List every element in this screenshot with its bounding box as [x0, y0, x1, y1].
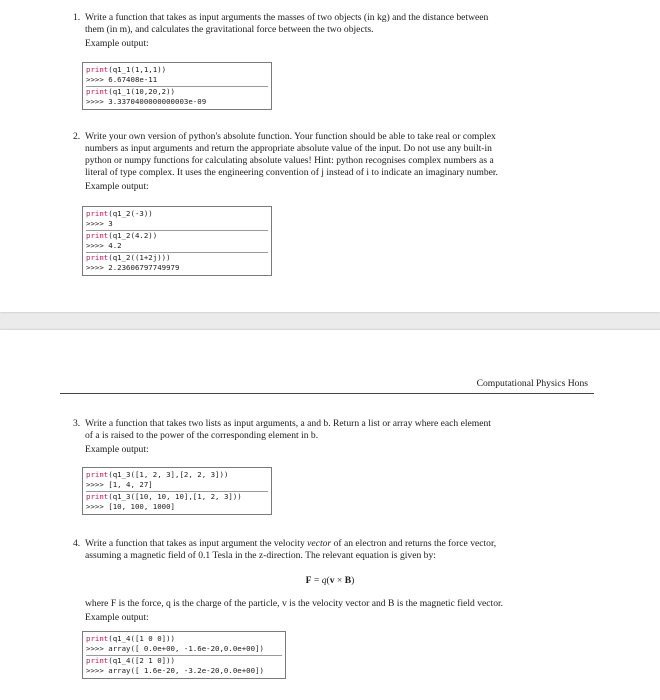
emphasized-word: vector	[307, 538, 332, 549]
code-block-q1	[82, 62, 272, 110]
code-keyword: print	[86, 86, 109, 96]
eq-cross: ×	[334, 575, 345, 586]
code-keyword: print	[86, 470, 109, 479]
question-number: 3.	[73, 418, 81, 429]
code-arguments: (q1_3([10, 10, 10],[1, 2, 3]))	[108, 491, 242, 501]
question-text-line: literal of type complex. It uses the engineering convention of j instead of i to indicate an imaginary number.	[85, 167, 498, 178]
example-output-label: Example output:	[85, 612, 149, 623]
code-keyword: print	[86, 230, 109, 240]
code-output-line: >>>> 6.67408e-11	[86, 75, 158, 85]
question-text-line: Write a function that takes as input arguments the masses of two objects (in kg) and the distance between	[85, 12, 489, 23]
code-keyword: print	[86, 252, 109, 262]
code-output-line: >>>> array([ 1.6e-20, -3.2e-20,0.0e+00])	[86, 666, 264, 676]
question-2	[73, 131, 600, 193]
document-page-1	[0, 0, 660, 312]
code-call-line	[86, 252, 268, 263]
question-number: 4.	[73, 538, 81, 549]
question-3	[73, 418, 600, 456]
code-arguments: (q1_2(-3))	[108, 209, 153, 218]
code-call-line	[86, 470, 268, 480]
code-keyword: print	[86, 655, 109, 665]
eq-equals: =	[311, 575, 322, 586]
code-output-line: >>>> array([ 0.0e+00, -1.6e-20,0.0e+00])	[86, 644, 264, 654]
example-output-label: Example output:	[85, 444, 149, 455]
question-text-line: python or numpy functions for calculating absolute values! Hint: python recognises complex numbers as a	[85, 155, 494, 166]
question-text-line: of a is raised to the power of the corresponding element in b.	[85, 430, 319, 441]
code-output-line: >>>> 4.2	[86, 241, 122, 251]
code-call-line	[86, 230, 268, 241]
code-call-line	[86, 655, 282, 666]
question-text-line: Write a function that takes two lists as input arguments, a and b. Return a list or array where each element	[85, 418, 491, 429]
code-block-q2	[82, 206, 272, 276]
eq-paren: (	[326, 575, 330, 586]
eq-force: F	[305, 575, 312, 586]
example-output-label: Example output:	[85, 38, 149, 49]
code-output-line: >>>> 3.3370400000000003e-09	[86, 97, 207, 107]
header-rule	[60, 393, 594, 394]
code-keyword: print	[86, 209, 109, 218]
eq-field: B	[344, 575, 352, 586]
code-arguments: (q1_4([1 0 0]))	[108, 634, 175, 643]
code-output-line: >>>> [10, 100, 1000]	[86, 502, 175, 512]
code-block-q3	[82, 467, 272, 515]
code-output-line: >>>> 3	[86, 219, 113, 229]
question-4	[73, 538, 600, 562]
code-output-line: >>>> [1, 4, 27]	[86, 480, 153, 490]
question-text-line: numbers as input arguments and return the appropriate absolute value of the input. Do not use any built-in	[85, 143, 492, 154]
question-number: 2.	[73, 131, 81, 142]
code-keyword: print	[86, 65, 109, 74]
text-fragment: of an electron and returns the force vector,	[331, 538, 497, 549]
question-text-line: Write your own version of python's absolute function. Your function should be able to take real or complex	[85, 131, 496, 142]
eq-charge: q	[321, 575, 327, 586]
code-call-line	[86, 65, 268, 75]
code-output-line: >>>> 2.23606797749979	[86, 262, 180, 272]
code-arguments: (q1_2((1+2j)))	[108, 252, 171, 262]
code-call-line	[86, 86, 268, 97]
code-arguments: (q1_1(10,20,2))	[108, 86, 175, 96]
question-text-line	[85, 538, 600, 550]
code-arguments: (q1_2(4.2))	[108, 230, 158, 240]
eq-velocity: v	[329, 575, 335, 586]
question-4-continued	[85, 598, 600, 624]
code-call-line	[86, 209, 268, 219]
question-text-line: them (in m), and calculates the gravitational force between the two objects.	[85, 24, 374, 35]
code-keyword: print	[86, 634, 109, 643]
code-arguments: (q1_3([1, 2, 3],[2, 2, 3]))	[108, 470, 229, 479]
question-text-line: assuming a magnetic field of 0.1 Tesla in the z-direction. The relevant equation is given by:	[85, 550, 436, 561]
code-call-line	[86, 491, 268, 502]
lorentz-force-equation	[0, 575, 660, 586]
eq-paren: )	[351, 575, 355, 586]
code-keyword: print	[86, 491, 109, 501]
example-output-label: Example output:	[85, 181, 149, 192]
running-header: Computational Physics Hons	[476, 378, 588, 389]
text-fragment: Write a function that takes as input argument the velocity	[85, 538, 308, 549]
question-number: 1.	[73, 12, 81, 23]
code-block-q4	[82, 631, 286, 679]
code-arguments: (q1_4([2 1 0]))	[108, 655, 175, 665]
question-1	[73, 12, 600, 50]
code-arguments: (q1_1(1,1,1))	[108, 65, 167, 74]
code-call-line	[86, 634, 282, 644]
question-text-line: where F is the force, q is the charge of the particle, v is the velocity vector and B is the magnetic field vector.	[85, 598, 504, 609]
